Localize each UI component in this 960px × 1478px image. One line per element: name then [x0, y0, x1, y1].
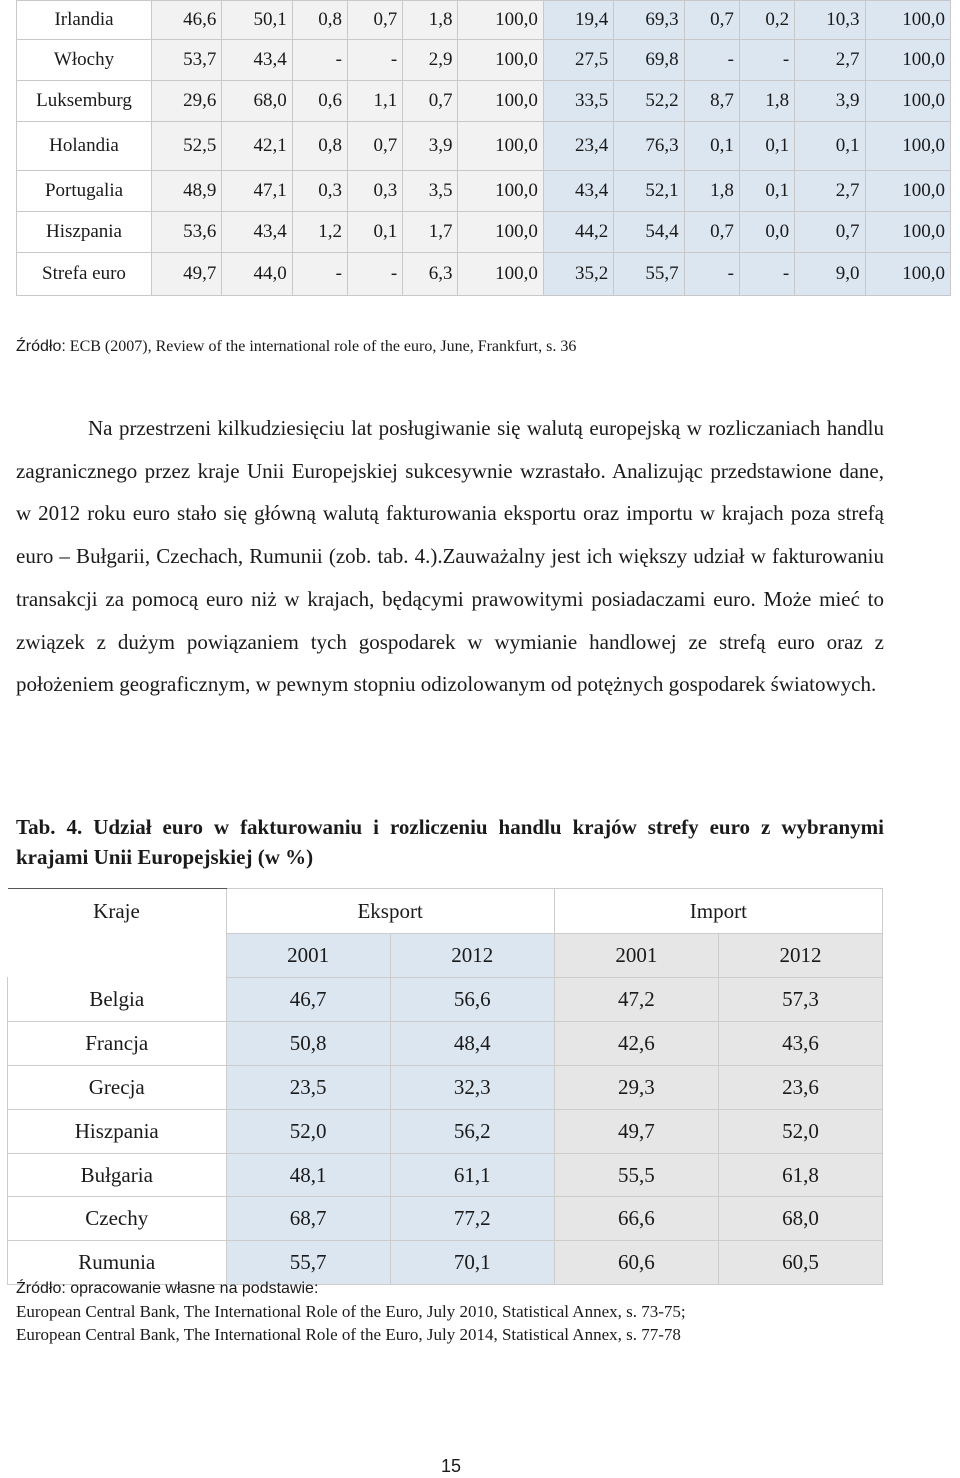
euro-invoicing-table — [7, 888, 883, 1285]
header-kraje: Kraje — [8, 889, 227, 934]
table-caption: Tab. 4. Udział euro w fakturowaniu i rozliczeniu handlu krajów strefy euro z wybranymi krajami Unii Europejskiej (w %) — [16, 815, 884, 869]
table-cell: 0,3 — [347, 171, 402, 212]
table-row — [17, 253, 951, 296]
table-cell: - — [739, 253, 794, 296]
table-cell: 0,1 — [795, 122, 865, 171]
table-row — [17, 212, 951, 253]
header-year: 2012 — [718, 934, 882, 978]
table-cell: 0,7 — [347, 122, 402, 171]
header-eksport: Eksport — [226, 889, 554, 934]
table-cell: 0,7 — [347, 1, 402, 40]
table-cell: - — [292, 40, 347, 81]
table-cell: 100,0 — [865, 122, 951, 171]
table-cell: 52,2 — [614, 81, 684, 122]
table-cell: 61,1 — [390, 1153, 554, 1197]
row-country: Bułgaria — [8, 1153, 227, 1197]
table-cell: 46,6 — [152, 1, 222, 40]
table-cell: - — [347, 40, 402, 81]
table-cell: 0,7 — [403, 81, 458, 122]
table-cell: 69,8 — [614, 40, 684, 81]
table-cell: 100,0 — [865, 212, 951, 253]
table-cell: 3,9 — [795, 81, 865, 122]
row-country: Włochy — [17, 40, 152, 81]
table-cell: 48,9 — [152, 171, 222, 212]
table-cell: 100,0 — [865, 171, 951, 212]
table-cell: 61,8 — [718, 1153, 882, 1197]
table-cell: 100,0 — [458, 212, 543, 253]
table-cell: 23,4 — [543, 122, 613, 171]
table-row — [8, 1153, 883, 1197]
euro-share-table-continued — [16, 0, 951, 296]
table-cell: 49,7 — [554, 1109, 718, 1153]
header-import: Import — [554, 889, 882, 934]
table-cell: - — [684, 40, 739, 81]
table-cell: 55,7 — [226, 1241, 390, 1285]
table-cell: - — [347, 253, 402, 296]
table-cell: 76,3 — [614, 122, 684, 171]
table-cell: 60,6 — [554, 1241, 718, 1285]
table-cell: 69,3 — [614, 1, 684, 40]
table-cell: 100,0 — [458, 122, 543, 171]
table-row — [17, 1, 951, 40]
table-cell: 100,0 — [458, 253, 543, 296]
table-cell: 46,7 — [226, 977, 390, 1021]
table-cell: 100,0 — [458, 40, 543, 81]
table-cell: 1,7 — [403, 212, 458, 253]
header-year: 2001 — [226, 934, 390, 978]
source2-heading: Źródło: opracowanie własne na podstawie: — [16, 1280, 319, 1297]
source-text: ECB (2007), Review of the international role of the euro, June, Frankfurt, s. 36 — [65, 338, 577, 355]
row-country: Belgia — [8, 977, 227, 1021]
table-cell: 44,2 — [543, 212, 613, 253]
row-country: Holandia — [17, 122, 152, 171]
table-cell: 0,1 — [739, 171, 794, 212]
table-cell: 42,1 — [222, 122, 292, 171]
table-cell: 100,0 — [865, 253, 951, 296]
table-cell: 43,4 — [222, 212, 292, 253]
table-cell: 33,5 — [543, 81, 613, 122]
table-cell: 3,9 — [403, 122, 458, 171]
table-cell: 23,5 — [226, 1065, 390, 1109]
table-cell: 77,2 — [390, 1197, 554, 1241]
table-cell: 53,7 — [152, 40, 222, 81]
table-row — [8, 1065, 883, 1109]
row-country: Strefa euro — [17, 253, 152, 296]
table-cell: 68,0 — [718, 1197, 882, 1241]
table-cell: 35,2 — [543, 253, 613, 296]
source2-ref-2010: European Central Bank, The International Role of the Euro, July 2010, Statistical Annex, s. 73-75; — [16, 1302, 686, 1321]
table-row — [8, 1109, 883, 1153]
row-country: Hiszpania — [17, 212, 152, 253]
header-year: 2012 — [390, 934, 554, 978]
row-country: Portugalia — [17, 171, 152, 212]
table-cell: 52,5 — [152, 122, 222, 171]
table-cell: - — [684, 253, 739, 296]
table-row — [17, 40, 951, 81]
table-cell: 68,0 — [222, 81, 292, 122]
table-row — [8, 1021, 883, 1065]
row-country: Irlandia — [17, 1, 152, 40]
row-country: Francja — [8, 1021, 227, 1065]
paragraph-part-1: Na przestrzeni kilkudziesięciu lat posługiwanie się walutą europejską w rozliczaniach handlu zagranicznego przez kraje Unii Europejskiej sukcesywnie wzrastało. Analizując przedstawione dane, w 2012 roku euro stało się główną walutą fakturowania eksportu oraz importu w krajach poza strefą euro – Bułgarii, Czechach, Rumunii (zob. tab. 4.). — [16, 416, 884, 569]
table-cell: 2,9 — [403, 40, 458, 81]
table-cell: 52,1 — [614, 171, 684, 212]
source-note-ecb — [16, 338, 576, 356]
table-cell: 42,6 — [554, 1021, 718, 1065]
table-cell: 55,7 — [614, 253, 684, 296]
table-cell: 0,2 — [739, 1, 794, 40]
table-cell: 0,8 — [292, 1, 347, 40]
table-cell: 0,7 — [795, 212, 865, 253]
table-cell: 56,6 — [390, 977, 554, 1021]
table-cell: 44,0 — [222, 253, 292, 296]
table-cell: 60,5 — [718, 1241, 882, 1285]
table-cell: 48,1 — [226, 1153, 390, 1197]
table-cell: 50,8 — [226, 1021, 390, 1065]
paragraph-part-2: Zauważalny jest ich większy udział w fakturowaniu transakcji za pomocą euro niż w krajach, będącymi prawowitymi posiadaczami euro. Może mieć to związek z dużym powiązaniem tych gospodarek w wymianie handlowej ze strefą euro oraz z położeniem geograficznym, w pewnym stopniu odizolowanym od potężnych gospodarek światowych. — [16, 544, 884, 697]
table-cell: 100,0 — [865, 81, 951, 122]
row-country: Hiszpania — [8, 1109, 227, 1153]
table-row — [17, 81, 951, 122]
source-prefix: Źródło: — [16, 338, 66, 355]
header-blank — [8, 934, 227, 978]
table-cell: 29,6 — [152, 81, 222, 122]
table-cell: 9,0 — [795, 253, 865, 296]
source-note-own — [16, 1278, 686, 1346]
table-cell: 47,1 — [222, 171, 292, 212]
table-cell: 32,3 — [390, 1065, 554, 1109]
table-cell: 70,1 — [390, 1241, 554, 1285]
row-country: Czechy — [8, 1197, 227, 1241]
table-cell: 100,0 — [458, 171, 543, 212]
table-cell: 47,2 — [554, 977, 718, 1021]
table-cell: 56,2 — [390, 1109, 554, 1153]
table-row — [8, 977, 883, 1021]
table-cell: 100,0 — [865, 40, 951, 81]
table-cell: 1,1 — [347, 81, 402, 122]
table-cell: 100,0 — [458, 81, 543, 122]
table-cell: 0,3 — [292, 171, 347, 212]
table-cell: 66,6 — [554, 1197, 718, 1241]
table-cell: 2,7 — [795, 171, 865, 212]
table-cell: 1,8 — [739, 81, 794, 122]
row-country: Luksemburg — [17, 81, 152, 122]
row-country: Grecja — [8, 1065, 227, 1109]
table-cell: 1,8 — [684, 171, 739, 212]
table-cell: 100,0 — [865, 1, 951, 40]
table-cell: 27,5 — [543, 40, 613, 81]
row-country: Rumunia — [8, 1241, 227, 1285]
table-cell: 8,7 — [684, 81, 739, 122]
table-cell: - — [292, 253, 347, 296]
table-cell: 0,1 — [347, 212, 402, 253]
table-cell: 0,8 — [292, 122, 347, 171]
table-cell: 0,1 — [684, 122, 739, 171]
table-cell: 1,2 — [292, 212, 347, 253]
table-cell: 57,3 — [718, 977, 882, 1021]
table-cell: 0,0 — [739, 212, 794, 253]
table-cell: 54,4 — [614, 212, 684, 253]
table-cell: 3,5 — [403, 171, 458, 212]
table-cell: 19,4 — [543, 1, 613, 40]
page-number: 15 — [440, 1456, 462, 1476]
table-cell: - — [739, 40, 794, 81]
header-year: 2001 — [554, 934, 718, 978]
table-row — [17, 122, 951, 171]
table-cell: 0,7 — [684, 212, 739, 253]
table-cell: 43,4 — [543, 171, 613, 212]
table-cell: 2,7 — [795, 40, 865, 81]
table-row — [17, 171, 951, 212]
table-cell: 53,6 — [152, 212, 222, 253]
table-cell: 55,5 — [554, 1153, 718, 1197]
table-cell: 50,1 — [222, 1, 292, 40]
body-paragraph — [16, 407, 884, 706]
table-cell: 6,3 — [403, 253, 458, 296]
table-cell: 0,6 — [292, 81, 347, 122]
table-cell: 0,1 — [739, 122, 794, 171]
table-cell: 43,4 — [222, 40, 292, 81]
table-cell: 1,8 — [403, 1, 458, 40]
table-cell: 29,3 — [554, 1065, 718, 1109]
source2-ref-2014: European Central Bank, The International Role of the Euro, July 2014, Statistical Annex, s. 77-78 — [16, 1325, 681, 1344]
table-cell: 100,0 — [458, 1, 543, 40]
table-cell: 0,7 — [684, 1, 739, 40]
table-cell: 68,7 — [226, 1197, 390, 1241]
table-cell: 43,6 — [718, 1021, 882, 1065]
table-cell: 10,3 — [795, 1, 865, 40]
table-cell: 52,0 — [718, 1109, 882, 1153]
table-cell: 49,7 — [152, 253, 222, 296]
table-row — [8, 1197, 883, 1241]
table-cell: 23,6 — [718, 1065, 882, 1109]
table-cell: 48,4 — [390, 1021, 554, 1065]
table-cell: 52,0 — [226, 1109, 390, 1153]
